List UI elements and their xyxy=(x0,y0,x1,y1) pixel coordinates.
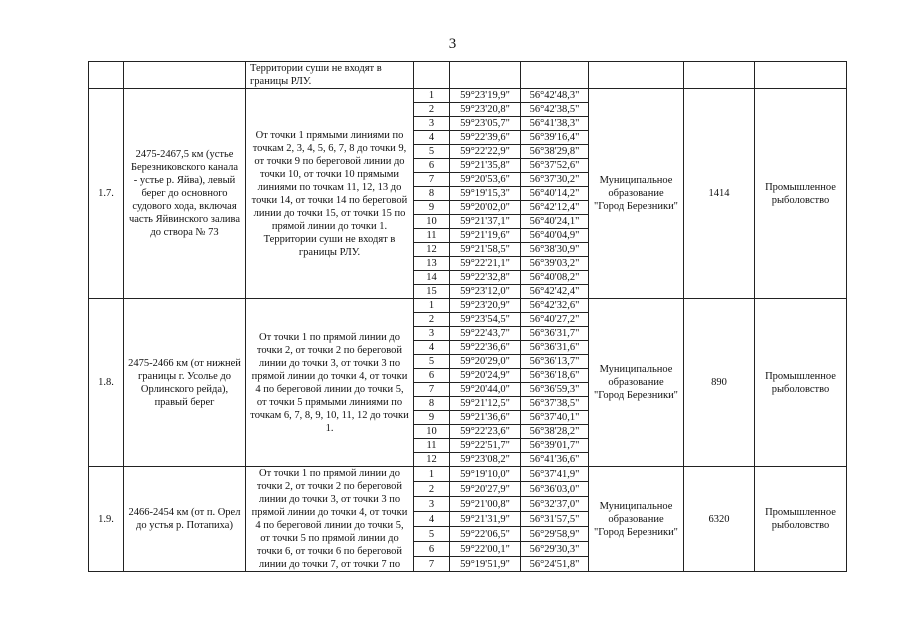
section-description: От точки 1 прямыми линиями по точкам 2, 3, 4, 5, 6, 7, 8 до точки 9, от точки 9 по береговой линии до точки 10, от точки 10 прямыми линиями по точкам 11, 12, 13 до точки 14, от точки 14 по береговой линии до точки 15, от точки 15 по прямой линии до точки 1. Территории суши не входят в границы РЛУ. xyxy=(246,89,414,299)
latitude: 59°21'35,8" xyxy=(450,159,521,173)
latitude: 59°22'32,8" xyxy=(450,271,521,285)
latitude: 59°23'20,9" xyxy=(450,299,521,313)
longitude: 56°40'08,2" xyxy=(521,271,589,285)
point-number: 11 xyxy=(414,229,450,243)
latitude: 59°20'02,0" xyxy=(450,201,521,215)
longitude: 56°41'38,3" xyxy=(521,117,589,131)
point-number: 5 xyxy=(414,355,450,369)
point-number: 10 xyxy=(414,425,450,439)
longitude: 56°37'40,1" xyxy=(521,411,589,425)
longitude: 56°41'36,6" xyxy=(521,453,589,467)
point-number: 4 xyxy=(414,131,450,145)
municipality: Муниципальное образование "Город Березники" xyxy=(589,89,684,299)
point-number: 1 xyxy=(414,467,450,482)
longitude: 56°39'03,2" xyxy=(521,257,589,271)
point-cell xyxy=(414,62,450,89)
point-number: 3 xyxy=(414,117,450,131)
latitude: 59°20'29,0" xyxy=(450,355,521,369)
lon-cell xyxy=(521,62,589,89)
point-number: 12 xyxy=(414,453,450,467)
point-number: 7 xyxy=(414,173,450,187)
fishing-areas-table xyxy=(88,61,847,572)
longitude: 56°38'29,8" xyxy=(521,145,589,159)
latitude: 59°23'12,0" xyxy=(450,285,521,299)
latitude: 59°21'19,6" xyxy=(450,229,521,243)
point-number: 3 xyxy=(414,497,450,512)
point-number: 1 xyxy=(414,89,450,103)
latitude: 59°20'53,6" xyxy=(450,173,521,187)
longitude: 56°36'31,7" xyxy=(521,327,589,341)
table-row xyxy=(89,89,847,103)
latitude: 59°23'54,5" xyxy=(450,313,521,327)
point-number: 2 xyxy=(414,103,450,117)
point-number: 10 xyxy=(414,215,450,229)
longitude: 56°39'16,4" xyxy=(521,131,589,145)
point-number: 2 xyxy=(414,482,450,497)
longitude: 56°40'04,9" xyxy=(521,229,589,243)
longitude: 56°29'30,3" xyxy=(521,542,589,557)
latitude: 59°21'36,6" xyxy=(450,411,521,425)
section-location: 2466-2454 км (от п. Орел до устья р. Потапиха) xyxy=(124,467,246,572)
longitude: 56°40'14,2" xyxy=(521,187,589,201)
section-location: 2475-2467,5 км (устье Березниковского канала - устье р. Яйва), левый берег до основного судового хода, включая часть Яйвинского залива до створа № 73 xyxy=(124,89,246,299)
point-number: 15 xyxy=(414,285,450,299)
table-body xyxy=(89,62,847,572)
latitude: 59°21'00,8" xyxy=(450,497,521,512)
point-number: 12 xyxy=(414,243,450,257)
latitude: 59°21'37,1" xyxy=(450,215,521,229)
section-number: 1.9. xyxy=(89,467,124,572)
point-number: 14 xyxy=(414,271,450,285)
latitude: 59°23'19,9" xyxy=(450,89,521,103)
point-number: 6 xyxy=(414,369,450,383)
point-number: 7 xyxy=(414,383,450,397)
latitude: 59°20'24,9" xyxy=(450,369,521,383)
section-number: 1.8. xyxy=(89,299,124,467)
longitude: 56°37'38,5" xyxy=(521,397,589,411)
longitude: 56°31'57,5" xyxy=(521,512,589,527)
latitude: 59°22'43,7" xyxy=(450,327,521,341)
latitude: 59°22'51,7" xyxy=(450,439,521,453)
latitude: 59°19'51,9" xyxy=(450,557,521,572)
point-number: 2 xyxy=(414,313,450,327)
point-number: 6 xyxy=(414,159,450,173)
longitude: 56°37'30,2" xyxy=(521,173,589,187)
longitude: 56°36'03,0" xyxy=(521,482,589,497)
longitude: 56°42'12,4" xyxy=(521,201,589,215)
point-number: 4 xyxy=(414,512,450,527)
longitude: 56°40'27,2" xyxy=(521,313,589,327)
longitude: 56°36'13,7" xyxy=(521,355,589,369)
point-number: 8 xyxy=(414,397,450,411)
longitude: 56°36'59,3" xyxy=(521,383,589,397)
municipality: Муниципальное образование "Город Березники" xyxy=(589,299,684,467)
longitude: 56°36'31,6" xyxy=(521,341,589,355)
longitude: 56°38'28,2" xyxy=(521,425,589,439)
table-row xyxy=(89,62,847,89)
latitude: 59°23'08,2" xyxy=(450,453,521,467)
section-number: 1.7. xyxy=(89,89,124,299)
point-number: 8 xyxy=(414,187,450,201)
latitude: 59°22'39,6" xyxy=(450,131,521,145)
point-number: 3 xyxy=(414,327,450,341)
point-number: 1 xyxy=(414,299,450,313)
latitude: 59°20'27,9" xyxy=(450,482,521,497)
longitude: 56°39'01,7" xyxy=(521,439,589,453)
latitude: 59°21'58,5" xyxy=(450,243,521,257)
latitude: 59°19'15,3" xyxy=(450,187,521,201)
area-value: 890 xyxy=(684,299,755,467)
municipality-cell xyxy=(589,62,684,89)
point-number: 13 xyxy=(414,257,450,271)
area-cell xyxy=(684,62,755,89)
lat-cell xyxy=(450,62,521,89)
latitude: 59°19'10,0" xyxy=(450,467,521,482)
point-number: 7 xyxy=(414,557,450,572)
latitude: 59°22'36,6" xyxy=(450,341,521,355)
longitude: 56°32'37,0" xyxy=(521,497,589,512)
longitude: 56°36'18,6" xyxy=(521,369,589,383)
latitude: 59°21'12,5" xyxy=(450,397,521,411)
point-number: 4 xyxy=(414,341,450,355)
page-number: 3 xyxy=(448,36,457,52)
usage-type: Промышленное рыболовство xyxy=(755,467,847,572)
longitude: 56°42'42,4" xyxy=(521,285,589,299)
latitude: 59°22'23,6" xyxy=(450,425,521,439)
longitude: 56°40'24,1" xyxy=(521,215,589,229)
latitude: 59°23'05,7" xyxy=(450,117,521,131)
longitude: 56°29'58,9" xyxy=(521,527,589,542)
table-row xyxy=(89,299,847,313)
municipality: Муниципальное образование "Город Березники" xyxy=(589,467,684,572)
longitude: 56°42'32,6" xyxy=(521,299,589,313)
area-value: 6320 xyxy=(684,467,755,572)
longitude: 56°37'41,9" xyxy=(521,467,589,482)
table-row xyxy=(89,467,847,482)
usage-type: Промышленное рыболовство xyxy=(755,299,847,467)
point-number: 9 xyxy=(414,411,450,425)
section-description: От точки 1 по прямой линии до точки 2, от точки 2 по береговой линии до точки 3, от точки 3 по прямой линии до точки 4, от точки 4 по береговой линии до точки 5, от точки 5 прямыми линиями по точкам 6, 7, 8, 9, 10, 11, 12 до точки 1. xyxy=(246,299,414,467)
location-cell xyxy=(124,62,246,89)
longitude: 56°38'30,9" xyxy=(521,243,589,257)
longitude: 56°42'48,3" xyxy=(521,89,589,103)
area-value: 1414 xyxy=(684,89,755,299)
latitude: 59°22'21,1" xyxy=(450,257,521,271)
section-description: От точки 1 по прямой линии до точки 2, от точки 2 по береговой линии до точки 3, от точки 3 по прямой линии до точки 4, от точки 4 по береговой линии до точки 5, от точки 5 по прямой линии до точки 6, от точки 6 по береговой линии до точки 7, от точки 7 по xyxy=(246,467,414,572)
description-cell: Территории суши не входят в границы РЛУ. xyxy=(246,62,414,89)
num-cell xyxy=(89,62,124,89)
latitude: 59°20'44,0" xyxy=(450,383,521,397)
point-number: 11 xyxy=(414,439,450,453)
latitude: 59°22'06,5" xyxy=(450,527,521,542)
latitude: 59°22'22,9" xyxy=(450,145,521,159)
longitude: 56°37'52,6" xyxy=(521,159,589,173)
point-number: 5 xyxy=(414,145,450,159)
point-number: 5 xyxy=(414,527,450,542)
longitude: 56°24'51,8" xyxy=(521,557,589,572)
section-location: 2475-2466 км (от нижней границы г. Усолье до Орлинского рейда), правый берег xyxy=(124,299,246,467)
longitude: 56°42'38,5" xyxy=(521,103,589,117)
point-number: 9 xyxy=(414,201,450,215)
use-cell xyxy=(755,62,847,89)
latitude: 59°21'31,9" xyxy=(450,512,521,527)
latitude: 59°23'20,8" xyxy=(450,103,521,117)
usage-type: Промышленное рыболовство xyxy=(755,89,847,299)
point-number: 6 xyxy=(414,542,450,557)
latitude: 59°22'00,1" xyxy=(450,542,521,557)
